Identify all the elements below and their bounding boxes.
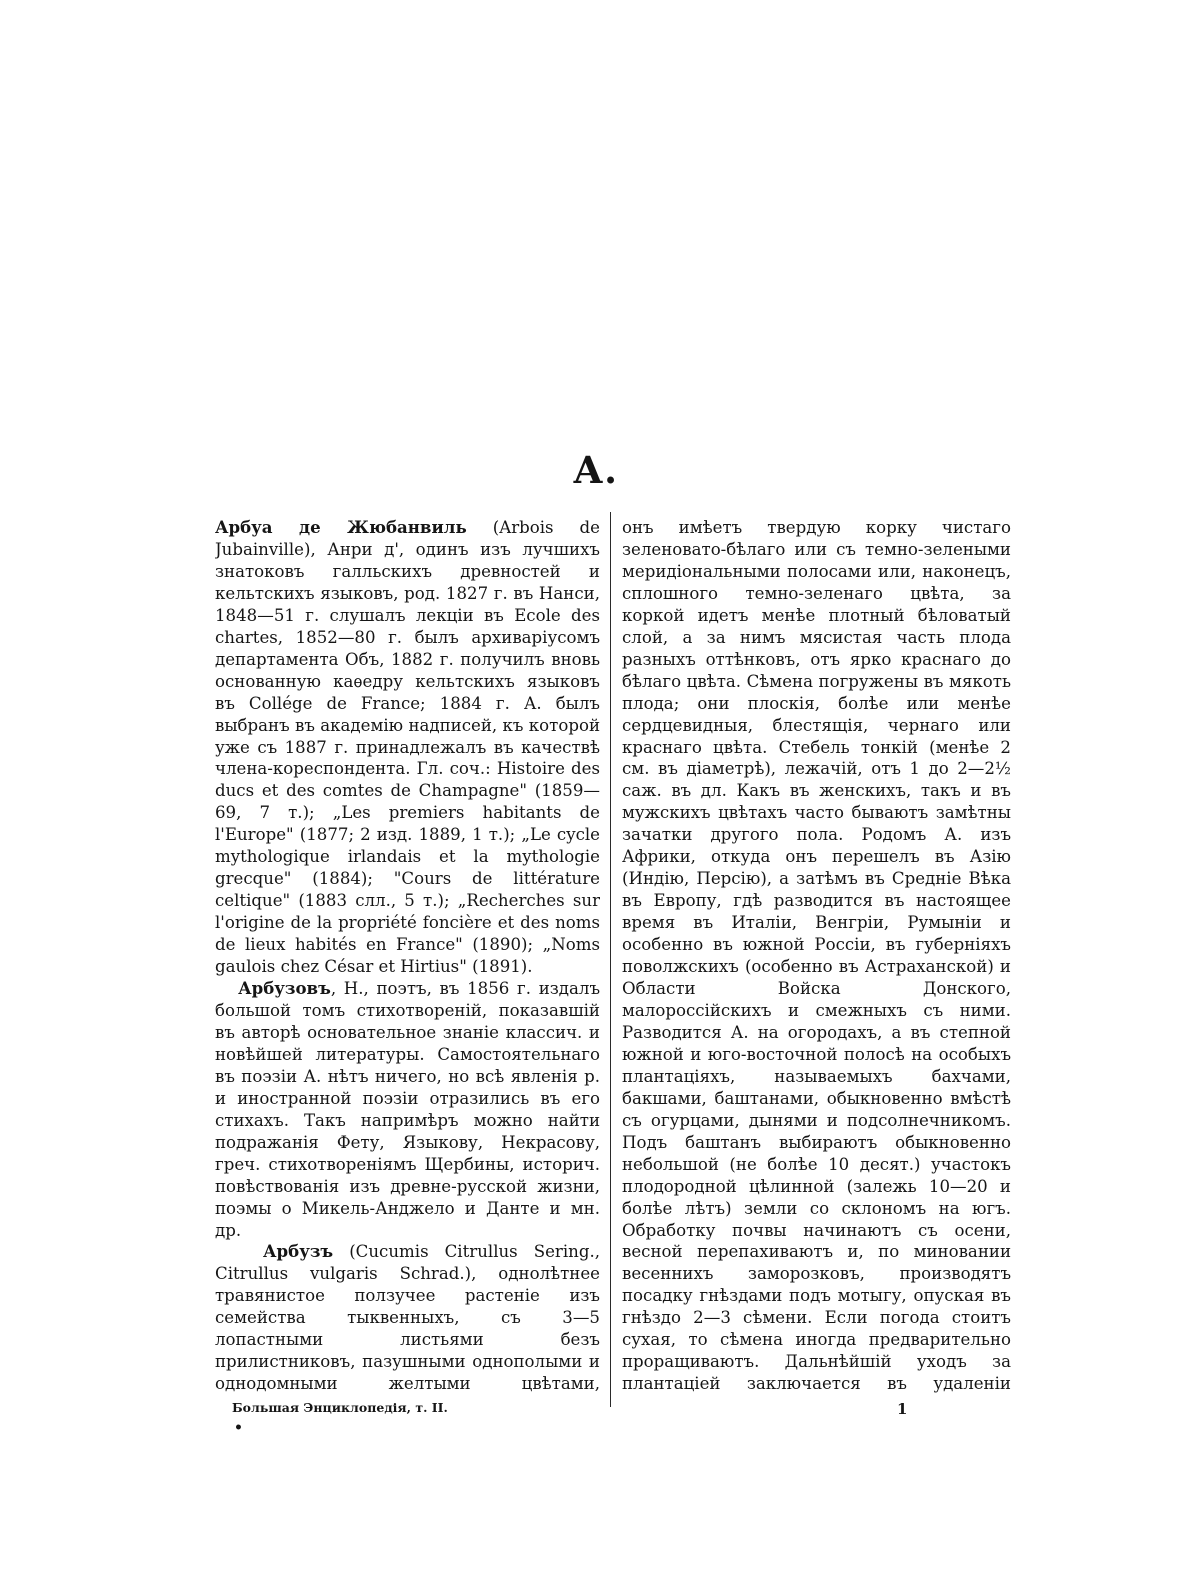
entry-headword: Арбузъ bbox=[263, 1241, 334, 1262]
entry-text: (Cucumis Citrullus Sering., Citrullus vulgaris Schrad.), однолѣтнее травянистое ползучее растеніе изъ семейства тыквенныхъ, съ 3—5 лопастными листьями безъ прилистниковъ, пазушными однополыми и однодомными желтыми цвѣтами, bbox=[215, 1242, 600, 1394]
right-column-text: онъ имѣетъ твердую корку чистаго зеленовато-бѣлаго или съ темно-зелеными меридіональными полосами или, наконецъ, сплошного темно-зеленаго цвѣта, за коркой идетъ менѣе плотный бѣловатый слой, а за нимъ мясистая часть плода разныхъ оттѣнковъ, отъ ярко краснаго до бѣлаго цвѣта. Сѣмена погружены въ мякоть плода; они плоскія, болѣе или менѣе сердцевидныя, блестящія, чернаго или краснаго цвѣта. Стебель тонкій (менѣе 2 см. въ діаметрѣ), лежачій, отъ 1 до 2—2½ саж. въ дл. Какъ въ женскихъ, такъ и въ мужскихъ цвѣтахъ часто бываютъ замѣтны зачатки другого пола. Родомъ А. изъ Африки, откуда онъ перешелъ въ Азію (Индію, Персію), а затѣмъ въ Средніе Вѣка въ Европу, гдѣ разводится въ настоящее время въ Италіи, Венгріи, Румыніи и особенно въ южной Россіи, въ губерніяхъ поволжскихъ (особенно въ Астраханской) и Области Войска Донского, малороссійскихъ и смежныхъ съ ними. Разводится А. на огородахъ, а въ степной южной и юго-восточной полосѣ на особыхъ плантаціяхъ, называемыхъ бахчами, бакшами, баштанами, обыкновенно вмѣстѣ съ огурцами, дынями и подсолнечникомъ. Подъ баштанъ выбираютъ обыкновенно небольшой (не болѣе 10 десят.) участокъ плодородной цѣлинной (залежь 10—20 и болѣе лѣтъ) земли со склономъ на югъ. Обработку почвы начинаютъ съ осени, весной перепахиваютъ и, по миновании весеннихъ заморозковъ, производятъ посадку гнѣздами подъ мотыгу, опуская въ гнѣздо 2—3 сѣмени. Если погода стоитъ сухая, то сѣмена иногда предварительно проращиваютъ. Дальнѣйшій уходъ за плантаціей заключается въ удаленіи bbox=[622, 518, 1011, 1394]
right-column bbox=[622, 517, 1011, 1397]
footer-volume-title: Большая Энциклопедія, т. II. bbox=[232, 1400, 448, 1415]
section-letter: А. bbox=[572, 448, 619, 492]
entry-text: , Н., поэтъ, въ 1856 г. издалъ большой томъ стихотвореній, показавшій въ авторѣ основательное знаніе классич. и новѣйшей литературы. Самостоятельнаго въ поэзіи А. нѣтъ ничего, но всѣ явленія р. и иностранной поэзіи отразились въ его стихахъ. Такъ напримѣръ можно найти подражанія Фету, Языкову, Некрасову, греч. стихотвореніямъ Щербины, историч. повѣствованія изъ древне-русской жизни, поэмы о Микель-Анджело и Данте и мн. др. bbox=[215, 979, 600, 1240]
entry-arbois bbox=[215, 517, 600, 978]
entry-arbuz bbox=[215, 1241, 600, 1397]
footer-page-number: 1 bbox=[897, 1400, 908, 1418]
entry-arbuzov bbox=[215, 978, 600, 1241]
left-column bbox=[215, 517, 600, 1397]
entry-text: (Arbois de Jubainville), Анри д', одинъ изъ лучшихъ знатоковъ галльскихъ древностей и кельтскихъ языковъ, род. 1827 г. въ Нанси, 1848—51 г. слушалъ лекціи въ Ecole des chartes, 1852—80 г. былъ архиваріусомъ департамента Объ, 1882 г. получилъ вновь основанную каѳедру кельтскихъ языковъ въ Collége de France; 1884 г. А. былъ выбранъ въ академію надписей, къ которой уже съ 1887 г. принадлежалъ въ качествѣ члена-кореспондента. Гл. соч.: Histoire des ducs et des comtes de Champagne" (1859—69, 7 т.); „Les premiers habitants de l'Europe" (1877; 2 изд. 1889, 1 т.); „Le cycle mythologique irlandais et la mythologie grecque" (1884); "Cours de littérature celtique" (1883 слл., 5 т.); „Recherches sur l'origine de la propriété foncière et des noms de lieux habités en France" (1890); „Noms gaulois chez César et Hirtius" (1891). bbox=[215, 518, 600, 977]
entry-headword: Арбуа де Жюбанвиль bbox=[215, 517, 467, 537]
entry-headword: Арбузовъ bbox=[238, 978, 331, 999]
column-divider bbox=[610, 512, 611, 1407]
footer-mark: • bbox=[234, 1420, 243, 1436]
